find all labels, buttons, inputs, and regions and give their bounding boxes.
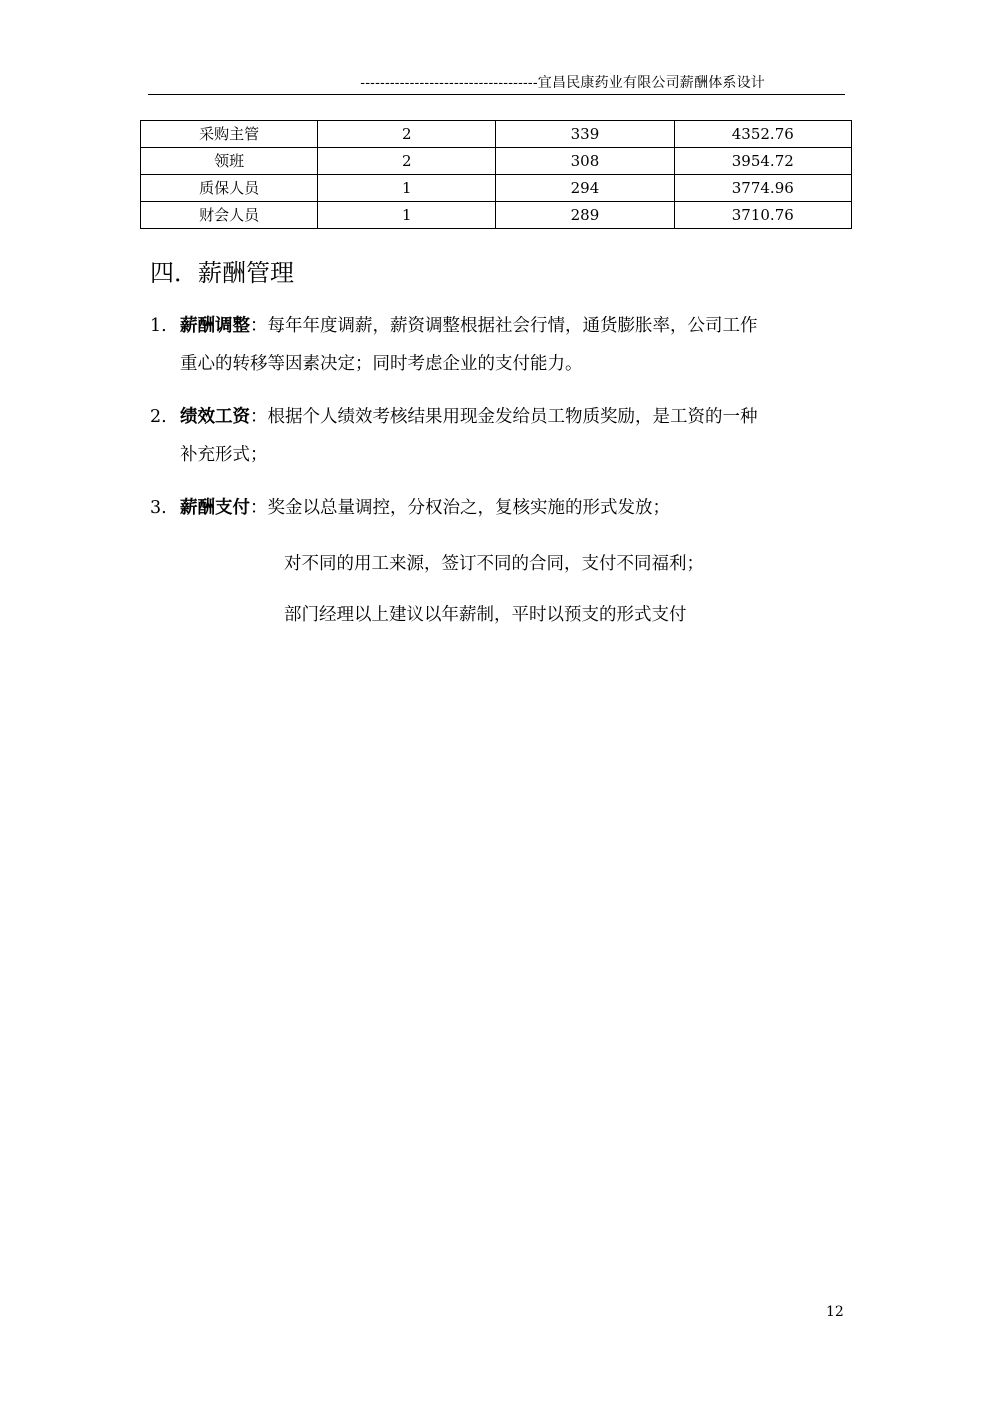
- table-row: [141, 202, 852, 229]
- cell-position: 采购主管: [141, 121, 318, 148]
- item-number: 1.: [150, 316, 167, 336]
- item-continuation: 重心的转移等因素决定；同时考虑企业的支付能力。: [180, 354, 583, 374]
- list-item-line: [150, 489, 850, 527]
- item-term: 薪酬调整: [180, 316, 250, 336]
- cell-amount: 3954.72: [674, 148, 851, 175]
- cell-count: 1: [318, 175, 496, 202]
- item-number: 3.: [150, 498, 167, 518]
- cell-amount: 3710.76: [674, 202, 851, 229]
- cell-points: 294: [496, 175, 674, 202]
- item-term: 绩效工资: [180, 407, 250, 427]
- cell-count: 1: [318, 202, 496, 229]
- header-title: ------------------------------------宜昌民康药业有限公司薪酬体系设计: [360, 75, 765, 91]
- list-item-line: [150, 398, 850, 436]
- item-text: ：根据个人绩效考核结果用现金发给员工物质奖励，是工资的一种: [250, 407, 758, 427]
- salary-table: [140, 120, 852, 229]
- list-item-salary-adjustment: [150, 307, 850, 383]
- list-item-salary-payment: [150, 489, 850, 527]
- cell-position: 财会人员: [141, 202, 318, 229]
- cell-position: 质保人员: [141, 175, 318, 202]
- item-continuation: 补充形式；: [180, 445, 268, 465]
- cell-count: 2: [318, 121, 496, 148]
- table-row: [141, 175, 852, 202]
- cell-count: 2: [318, 148, 496, 175]
- cell-points: 289: [496, 202, 674, 229]
- cell-position: 领班: [141, 148, 318, 175]
- page-number: 12: [826, 1304, 844, 1320]
- cell-amount: 3774.96: [674, 175, 851, 202]
- page-header: [148, 70, 845, 95]
- payment-detail-line: 对不同的用工来源，签订不同的合同，支付不同福利；: [284, 554, 704, 574]
- cell-points: 339: [496, 121, 674, 148]
- payment-detail-line: 部门经理以上建议以年薪制，平时以预支的形式支付: [284, 605, 687, 625]
- table-row: [141, 121, 852, 148]
- item-number: 2.: [150, 407, 167, 427]
- item-text: ：每年年度调薪，薪资调整根据社会行情，通货膨胀率，公司工作: [250, 316, 758, 336]
- item-term: 薪酬支付: [180, 498, 250, 518]
- list-item-line: [150, 307, 850, 345]
- cell-amount: 4352.76: [674, 121, 851, 148]
- table-row: [141, 148, 852, 175]
- item-text: ：奖金以总量调控，分权治之，复核实施的形式发放；: [250, 498, 670, 518]
- list-item-performance-pay: [150, 398, 850, 474]
- cell-points: 308: [496, 148, 674, 175]
- section-heading: 四．薪酬管理: [150, 259, 294, 287]
